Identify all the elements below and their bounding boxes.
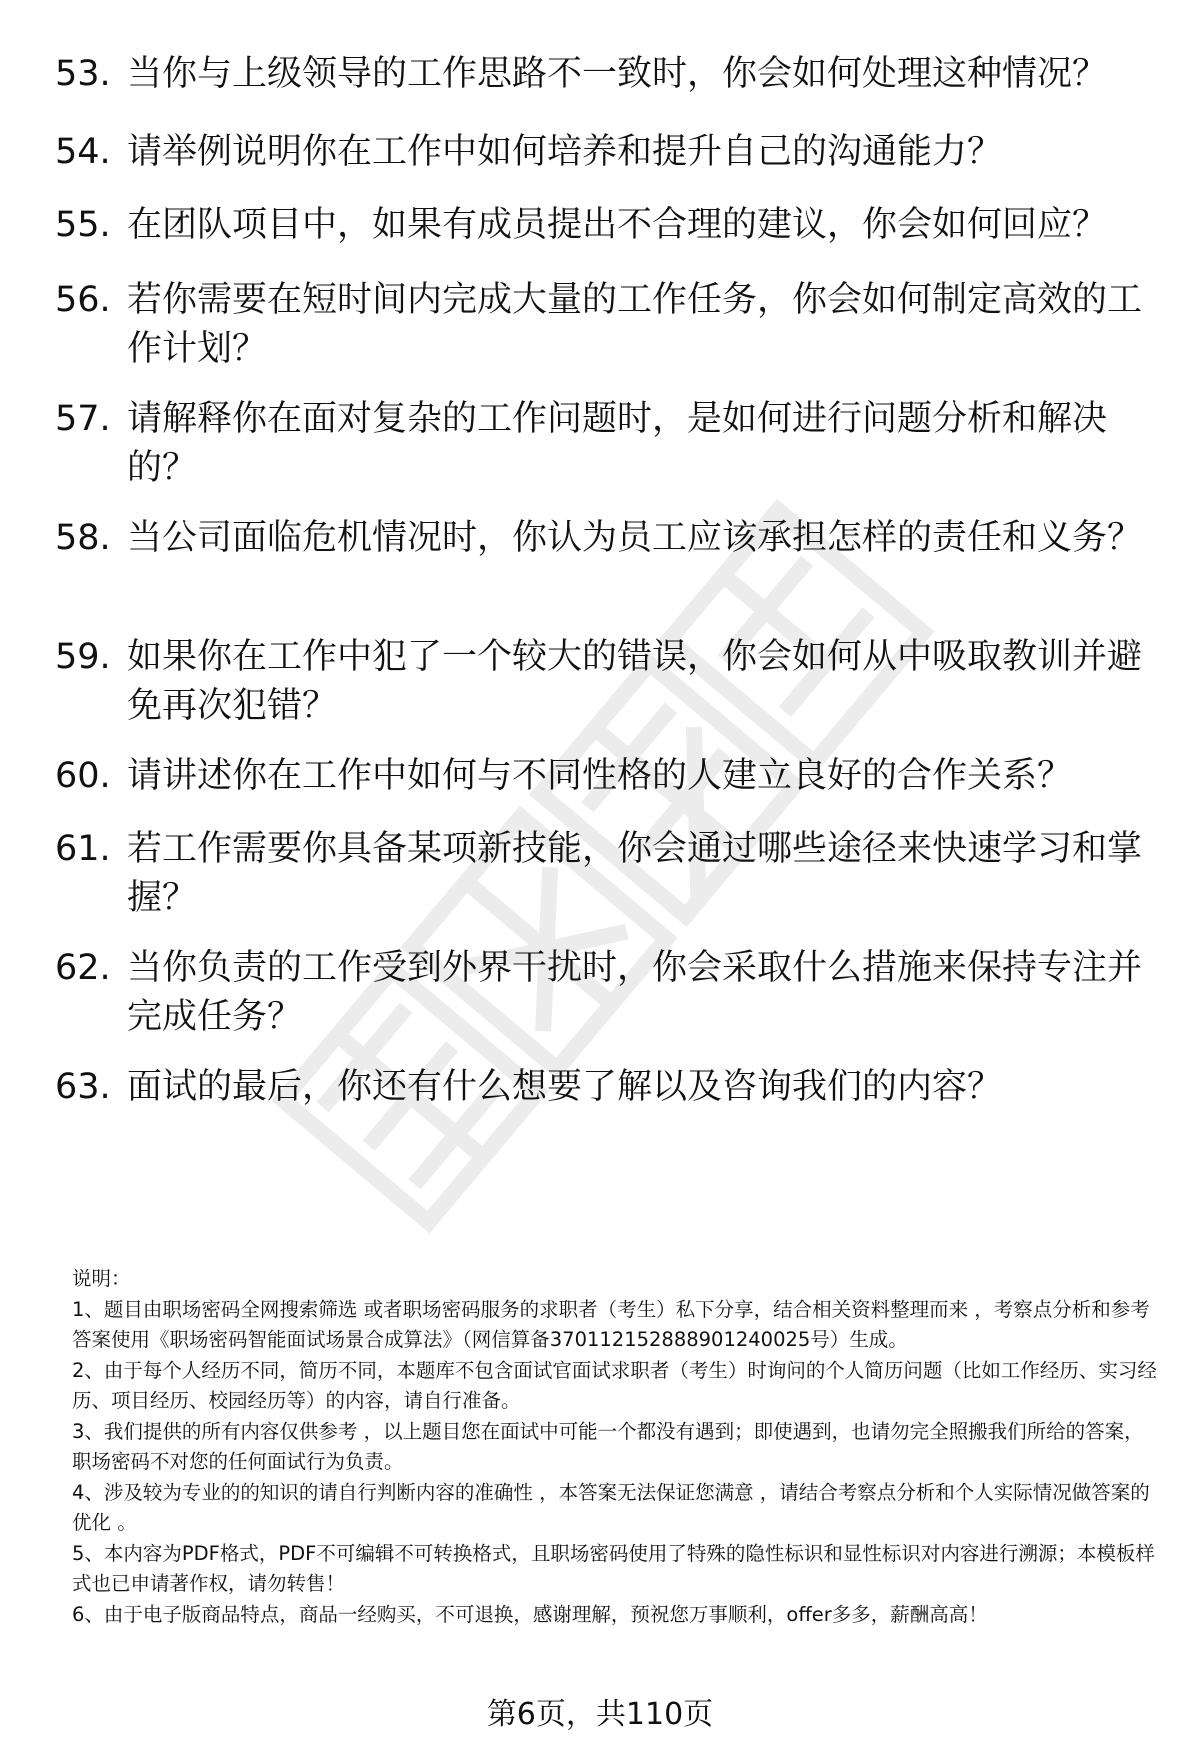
question-text: 当公司面临危机情况时，你认为员工应该承担怎样的责任和义务？ bbox=[127, 518, 1143, 558]
note-item: 3、我们提供的所有内容仅供参考 ，以上题目您在面试中可能一个都没有遇到；即使遇到，也请勿完全照搬我们所给的答案，职场密码不对您的任何面试行为负责。 bbox=[72, 1419, 1144, 1473]
question-number: 62. bbox=[55, 948, 111, 988]
question-text: 请解释你在面对复杂的工作问题时，是如何进行问题分析和解决的？ bbox=[127, 399, 1108, 488]
page-number: 第6页，共110页 bbox=[486, 1697, 714, 1732]
note-item: 6、由于电子版商品特点，商品一经购买，不可退换，感谢理解，预祝您万事顺利，offer多多，薪酬高高！ bbox=[72, 1602, 988, 1626]
note-item: 4、涉及较为专业的的知识的请自行判断内容的准确性 ，本答案无法保证您满意 ，请结合考察点分析和个人实际情况做答案的优化 。 bbox=[72, 1480, 1150, 1534]
question-number: 61. bbox=[55, 829, 111, 869]
question-number: 56. bbox=[55, 280, 111, 320]
question-text: 请举例说明你在工作中如何培养和提升自己的沟通能力？ bbox=[127, 132, 1003, 172]
question-text: 当你负责的工作受到外界干扰时，你会采取什么措施来保持专注并完成任务？ bbox=[127, 948, 1143, 1037]
note-item: 2、由于每个人经历不同，简历不同，本题库不包含面试官面试求职者（考生）时询问的个人简历问题（比如工作经历、实习经历、项目经历、校园经历等）的内容，请自行准备。 bbox=[72, 1358, 1157, 1412]
question-text: 当你与上级领导的工作思路不一致时，你会如何处理这种情况？ bbox=[127, 54, 1108, 94]
question-number: 54. bbox=[55, 132, 111, 172]
question-number: 59. bbox=[55, 637, 111, 677]
question-number: 55. bbox=[55, 205, 111, 245]
question-number: 60. bbox=[55, 756, 111, 796]
question-number: 53. bbox=[55, 54, 111, 94]
question-number: 63. bbox=[55, 1067, 111, 1107]
question-text: 如果你在工作中犯了一个较大的错误，你会如何从中吸取教训并避免再次犯错？ bbox=[127, 637, 1143, 726]
question-text: 若你需要在短时间内完成大量的工作任务，你会如何制定高效的工作计划？ bbox=[127, 280, 1143, 369]
notes-heading: 说明： bbox=[72, 1267, 131, 1290]
question-text: 面试的最后，你还有什么想要了解以及咨询我们的内容？ bbox=[127, 1067, 1003, 1107]
question-text: 请讲述你在工作中如何与不同性格的人建立良好的合作关系？ bbox=[127, 756, 1073, 796]
notes-section bbox=[72, 1264, 1162, 1630]
question-number: 58. bbox=[55, 518, 111, 558]
question-number: 57. bbox=[55, 399, 111, 439]
note-item: 5、本内容为PDF格式，PDF不可编辑不可转换格式，且职场密码使用了特殊的隐性标识和显性标识对内容进行溯源；本模板样式也已申请著作权，请勿转售！ bbox=[72, 1541, 1155, 1595]
question-text: 在团队项目中，如果有成员提出不合理的建议，你会如何回应？ bbox=[127, 205, 1108, 245]
page-footer bbox=[0, 1695, 1200, 1735]
note-item: 1、题目由职场密码全网搜索筛选 或者职场密码服务的求职者（考生）私下分享，结合相关资料整理而来 ，考察点分析和参考答案使用《职场密码智能面试场景合成算法》（网信算备370112152888901240025号）生成。 bbox=[72, 1297, 1150, 1351]
question-text: 若工作需要你具备某项新技能，你会通过哪些途径来快速学习和掌握？ bbox=[127, 829, 1143, 918]
